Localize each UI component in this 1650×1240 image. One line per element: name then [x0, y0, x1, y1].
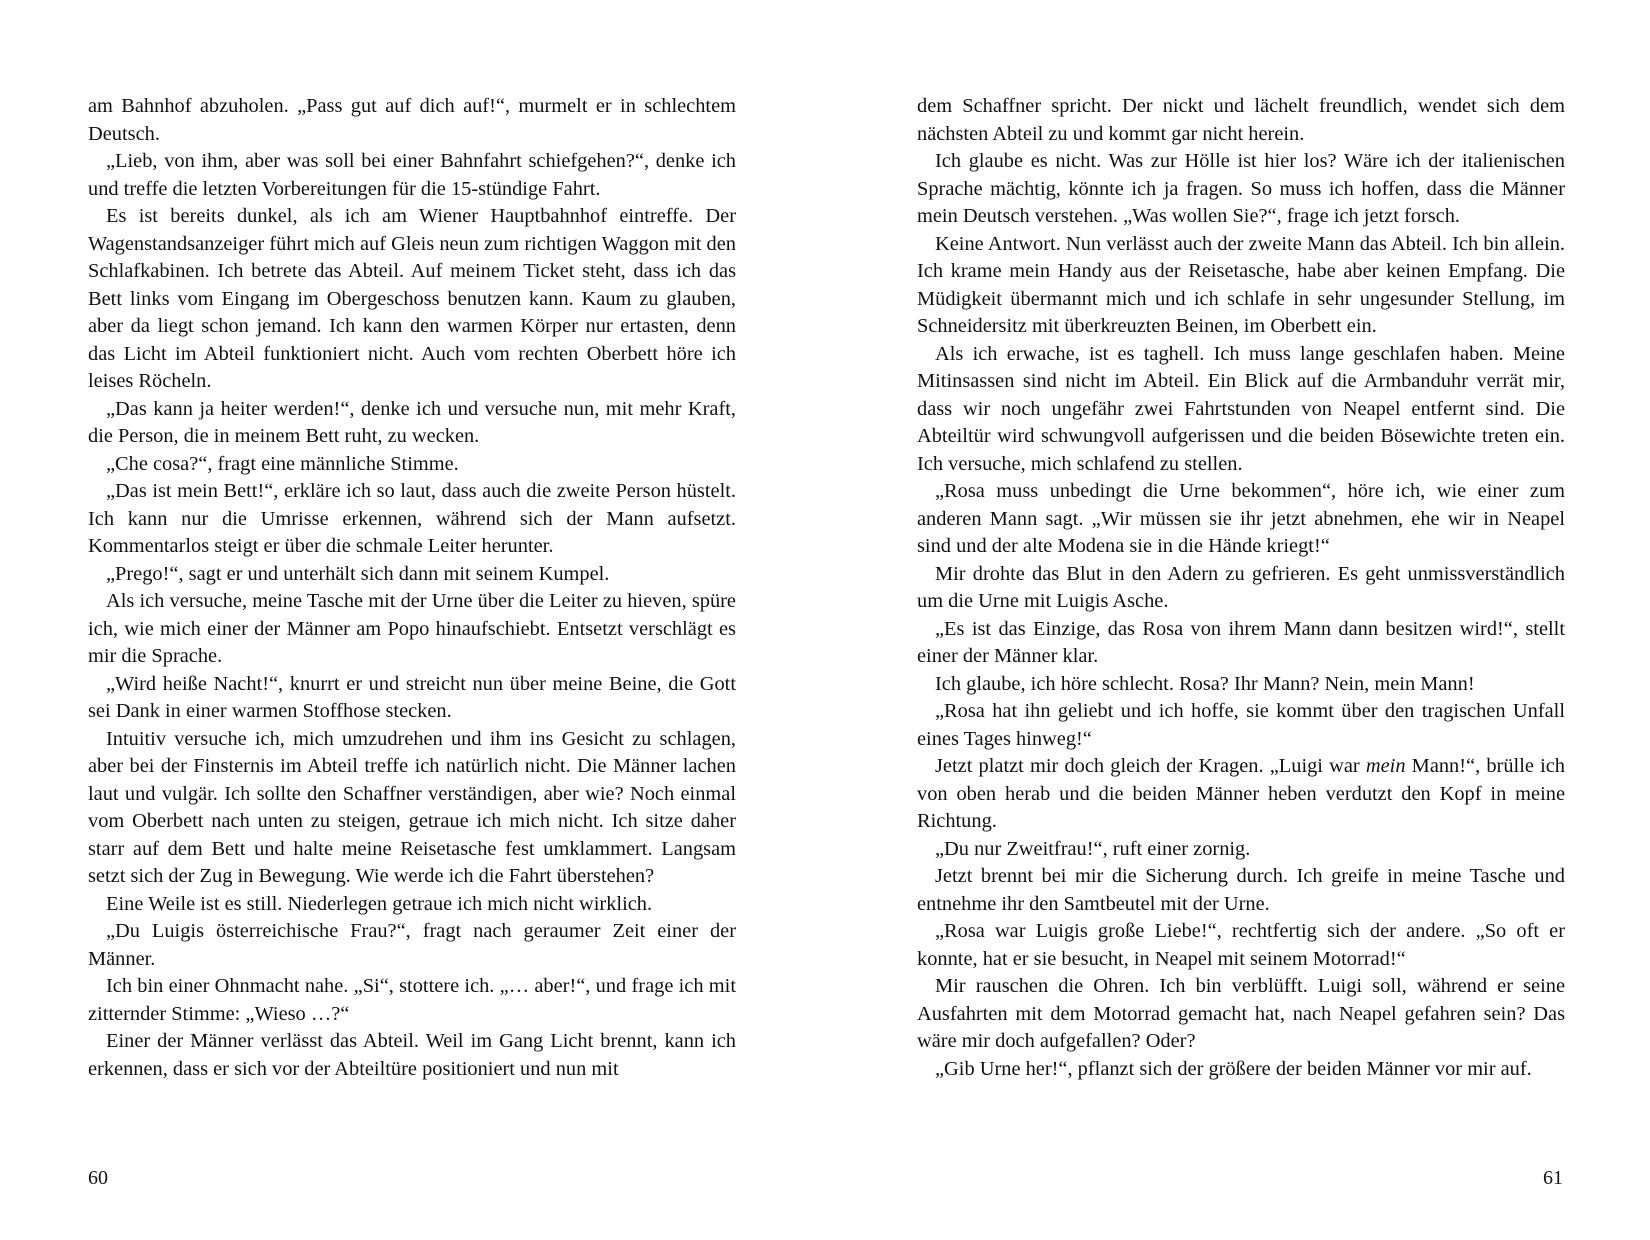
paragraph: Ich glaube es nicht. Was zur Hölle ist hier los? Wäre ich der italienischen Sprache mächtig, könnte ich ja fragen. So muss ich hoffen, dass die Männer mein Deutsch verstehen. „Was wollen Sie?“, frage ich jetzt forsch.	[917, 150, 1565, 227]
paragraph: „Du Luigis österreichische Frau?“, fragt nach geraumer Zeit einer der Männer.	[88, 920, 736, 970]
page-number-right: 61	[1543, 1167, 1563, 1189]
paragraph: „Lieb, von ihm, aber was soll bei einer Bahnfahrt schiefgehen?“, denke ich und treffe die letzten Vorbereitungen für die 15-stündige Fahrt.	[88, 150, 736, 200]
paragraph: Als ich erwache, ist es taghell. Ich muss lange geschlafen haben. Meine Mitinsassen sind nicht im Abteil. Ein Blick auf die Armbanduhr verrät mir, dass wir noch ungefähr zwei Fahrtstunden von Neapel entfernt sind. Die Abteiltür wird schwungvoll aufgerissen und die beiden Bösewichte treten ein. Ich versuche, mich schlafend zu stellen.	[917, 342, 1565, 475]
paragraph: Es ist bereits dunkel, als ich am Wiener Hauptbahnhof eintreffe. Der Wagenstandsanzeiger führt mich auf Gleis neun zum richtigen Waggon mit den Schlafkabinen. Ich betrete das Abteil. Auf meinem Ticket steht, dass ich das Bett links vom Eingang im Obergeschoss benutzen kann. Kaum zu glauben, aber da liegt schon jemand. Ich kann den warmen Körper nur ertasten, denn das Licht im Abteil funktioniert nicht. Auch vom rechten Oberbett höre ich leises Röcheln.	[88, 205, 736, 392]
page-number-left: 60	[88, 1167, 108, 1189]
paragraph: „Das ist mein Bett!“, erkläre ich so laut, dass auch die zweite Person hüstelt. Ich kann nur die Umrisse erkennen, während sich der Mann aufsetzt. Kommentarlos steigt er über die schmale Leiter herunter.	[88, 480, 736, 557]
emphasized-word: mein	[1365, 755, 1406, 777]
paragraph: „Es ist das Einzige, das Rosa von ihrem Mann dann besitzen wird!“, stellt einer der Männer klar.	[917, 617, 1565, 667]
paragraph: „Wird heiße Nacht!“, knurrt er und streicht nun über meine Beine, die Gott sei Dank in einer warmen Stoffhose stecken.	[88, 672, 736, 722]
paragraph: „Che cosa?“, fragt eine männliche Stimme.	[106, 452, 459, 475]
paragraph: Ich glaube, ich höre schlecht. Rosa? Ihr Mann? Nein, mein Mann!	[935, 672, 1475, 695]
paragraph: „Rosa hat ihn geliebt und ich hoffe, sie kommt über den tragischen Unfall eines Tages hinweg!“	[917, 700, 1565, 750]
paragraph: dem Schaffner spricht. Der nickt und lächelt freundlich, wendet sich dem nächsten Abteil zu und kommt gar nicht herein.	[917, 95, 1565, 145]
paragraph: Einer der Männer verlässt das Abteil. Weil im Gang Licht brennt, kann ich erkennen, dass er sich vor der Abteiltüre positioniert und nun mit	[88, 1030, 736, 1080]
paragraph: Als ich versuche, meine Tasche mit der Urne über die Leiter zu hieven, spüre ich, wie mich einer der Männer am Popo hinaufschiebt. Entsetzt verschlägt es mir die Sprache.	[88, 590, 736, 667]
paragraph: Mir drohte das Blut in den Adern zu gefrieren. Es geht unmissverständlich um die Urne mit Luigis Asche.	[917, 562, 1565, 612]
paragraph-part: Jetzt platzt mir doch gleich der Kragen. „Luigi war	[935, 755, 1366, 777]
right-page-text	[917, 93, 1565, 1083]
right-page	[825, 0, 1650, 1240]
paragraph-part: Mann!“, brülle ich von oben herab und die beiden Männer heben verdutzt den Kopf in meine Richtung.	[917, 755, 1565, 832]
paragraph-with-emphasis	[917, 753, 1565, 836]
paragraph: „Rosa muss unbedingt die Urne bekommen“, höre ich, wie einer zum anderen Mann sagt. „Wir müssen sie ihr jetzt abnehmen, ehe wir in Neapel sind und der alte Modena sie in die Hände kriegt!“	[917, 480, 1565, 557]
paragraph: Keine Antwort. Nun verlässt auch der zweite Mann das Abteil. Ich bin allein. Ich krame mein Handy aus der Reisetasche, habe aber keinen Empfang. Die Müdigkeit übermannt mich und ich schlafe in sehr ungesunder Stellung, im Schneidersitz mit überkreuzten Beinen, im Oberbett ein.	[917, 232, 1565, 337]
paragraph: Mir rauschen die Ohren. Ich bin verblüfft. Luigi soll, während er seine Ausfahrten mit dem Motorrad gemacht hat, nach Neapel gefahren sein? Das wäre mir doch aufgefallen? Oder?	[917, 975, 1565, 1052]
paragraph: „Prego!“, sagt er und unterhält sich dann mit seinem Kumpel.	[106, 562, 610, 585]
paragraph: Intuitiv versuche ich, mich umzudrehen und ihm ins Gesicht zu schlagen, aber bei der Finsternis im Abteil treffe ich natürlich nicht. Die Männer lachen laut und vulgär. Ich sollte den Schaffner verständigen, aber wie? Noch einmal vom Oberbett nach unten zu steigen, getraue ich mich nicht. Ich sitze daher starr auf dem Bett und halte meine Reisetasche fest umklammert. Langsam setzt sich der Zug in Bewegung. Wie werde ich die Fahrt überstehen?	[88, 727, 736, 887]
paragraph: „Rosa war Luigis große Liebe!“, rechtfertig sich der andere. „So oft er konnte, hat er sie besucht, in Neapel mit seinem Motorrad!“	[917, 920, 1565, 970]
paragraph: „Gib Urne her!“, pflanzt sich der größere der beiden Männer vor mir auf.	[935, 1057, 1532, 1080]
paragraph: Ich bin einer Ohnmacht nahe. „Si“, stottere ich. „… aber!“, und frage ich mit zitternder Stimme: „Wieso …?“	[88, 975, 736, 1025]
paragraph: Eine Weile ist es still. Niederlegen getraue ich mich nicht wirklich.	[106, 892, 653, 915]
paragraph: Jetzt brennt bei mir die Sicherung durch. Ich greife in meine Tasche und entnehme ihr den Samtbeutel mit der Urne.	[917, 865, 1565, 915]
paragraph: „Das kann ja heiter werden!“, denke ich und versuche nun, mit mehr Kraft, die Person, die in meinem Bett ruht, zu wecken.	[88, 397, 736, 447]
paragraph: „Du nur Zweitfrau!“, ruft einer zornig.	[935, 837, 1251, 860]
paragraph: am Bahnhof abzuholen. „Pass gut auf dich auf!“, murmelt er in schlechtem Deutsch.	[88, 95, 736, 145]
left-page-text	[88, 93, 736, 1083]
